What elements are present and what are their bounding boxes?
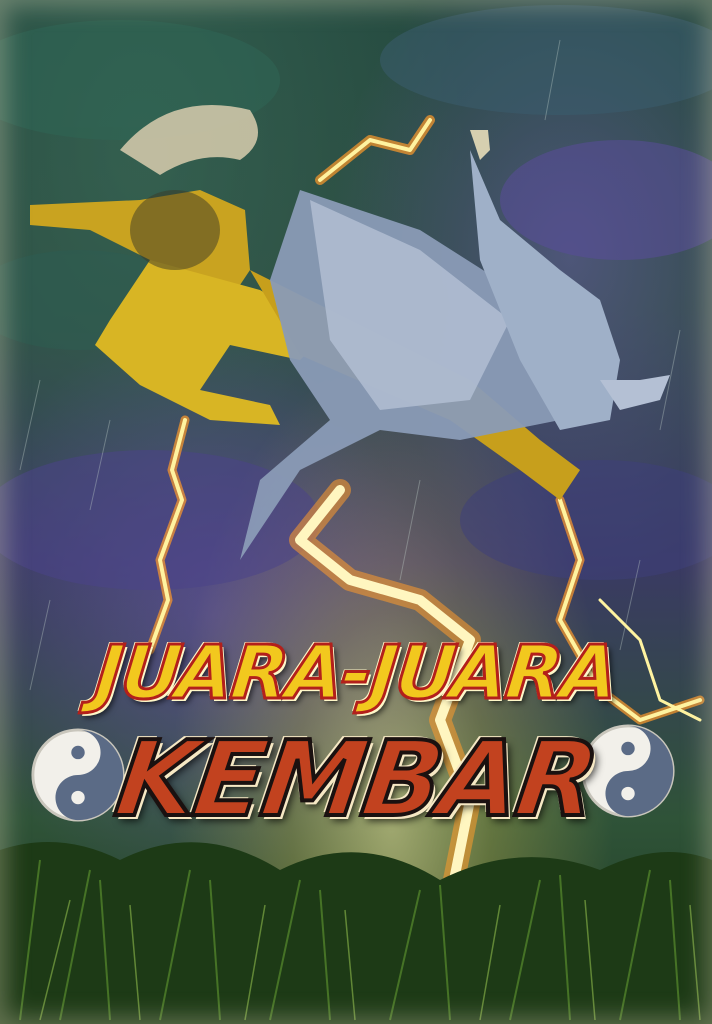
grass [0, 842, 712, 1024]
title-line-juara-juara: JUARA-JUARA [91, 630, 621, 716]
title-line-kembar: KEMBAR [108, 718, 604, 840]
